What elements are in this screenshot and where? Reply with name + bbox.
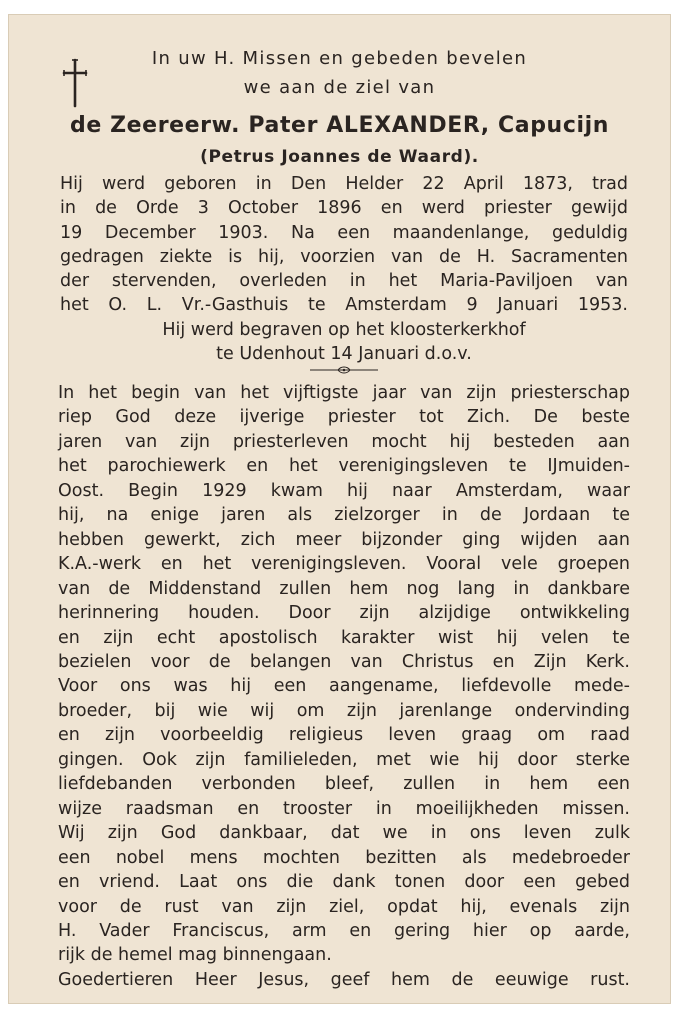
eulogy-line: en zijn echt apostolisch karakter wist hij velen te xyxy=(58,627,630,648)
bio-line: gedragen ziekte is hij, voorzien van de H. Sacramenten xyxy=(60,246,628,267)
eulogy-line: liefdebanden verbonden bleef, zullen in hem een xyxy=(58,774,630,795)
eulogy-line: bezielen voor de belangen van Christus en Zijn Kerk. xyxy=(58,651,630,672)
eulogy-line: In het begin van het vijftigste jaar van zijn priesterschap xyxy=(58,383,630,403)
eulogy-line: rijk de hemel mag binnengaan. xyxy=(58,945,332,966)
bio-line: 19 December 1903. Na een maandenlange, geduldig xyxy=(60,222,628,243)
burial-line: Hij werd begraven op het kloosterkerkhof xyxy=(162,319,526,340)
eulogy-line: hij, na enige jaren als zielzorger in de Jordaan te xyxy=(58,505,630,526)
eulogy-line: en vriend. Laat ons die dank tonen door een gebed xyxy=(58,872,630,893)
eulogy-line: K.A.-werk en het verenigingsleven. Vooral vele groepen xyxy=(58,554,630,575)
memorial-card xyxy=(8,14,671,1004)
eulogy-line: herinnering houden. Door zijn alzijdige ontwikkeling xyxy=(58,603,630,624)
eulogy-line: H. Vader Franciscus, arm en gering hier op aarde, xyxy=(58,920,630,941)
closing-prayer: Goedertieren Heer Jesus, geef hem de eeuwige rust. xyxy=(58,969,630,990)
biography-block xyxy=(60,172,628,366)
eulogy-line: voor de rust van zijn ziel, opdat hij, evenals zijn xyxy=(58,896,630,917)
invocation-line-1: In uw H. Missen en gebeden bevelen xyxy=(151,48,528,69)
deceased-title: de Zeereerw. Pater ALEXANDER, Capucijn xyxy=(69,113,610,138)
eulogy-line: Voor ons was hij een aangename, liefdevolle mede- xyxy=(58,676,630,697)
eulogy-line: jaren van zijn priesterleven mocht hij besteden aan xyxy=(58,431,630,452)
eulogy-line: het parochiewerk en het verenigingsleven te IJmuiden- xyxy=(58,456,630,477)
invocation-line-2: we aan de ziel van xyxy=(243,77,436,98)
bio-line: der stervenden, overleden in het Maria-Paviljoen van xyxy=(60,271,628,292)
eulogy-line: broeder, bij wie wij om zijn jarenlange ondervinding xyxy=(58,700,630,721)
bio-line: in de Orde 3 October 1896 en werd priester gewijd xyxy=(60,198,628,219)
eulogy-line: en zijn voorbeeldig religieus leven graag om raad xyxy=(58,725,630,746)
eulogy-line: Wij zijn God dankbaar, dat we in ons leven zulk xyxy=(58,823,630,844)
bio-line: Hij werd geboren in Den Helder 22 April 1873, trad xyxy=(60,174,628,194)
burial-line: te Udenhout 14 Januari d.o.v. xyxy=(216,344,472,365)
bio-line: het O. L. Vr.-Gasthuis te Amsterdam 9 Januari 1953. xyxy=(60,295,628,316)
deceased-birth-name: (Petrus Joannes de Waard). xyxy=(200,147,479,167)
eulogy-line: een nobel mens mochten bezitten als medebroeder xyxy=(58,847,630,868)
eulogy-line: wijze raadsman en trooster in moeilijkheden missen. xyxy=(58,798,630,819)
eulogy-line: Oost. Begin 1929 kwam hij naar Amsterdam, waar xyxy=(58,480,630,501)
eulogy-line: van de Middenstand zullen hem nog lang in dankbare xyxy=(58,578,630,599)
eulogy-line: hebben gewerkt, zich meer bijzonder ging wijden aan xyxy=(58,529,630,550)
eulogy-text xyxy=(58,381,630,992)
eulogy-line: gingen. Ook zijn familieleden, met wie hij door sterke xyxy=(58,749,630,770)
ornamental-divider-icon xyxy=(308,364,380,376)
eulogy-line: riep God deze ijverige priester tot Zich. De beste xyxy=(58,407,630,428)
